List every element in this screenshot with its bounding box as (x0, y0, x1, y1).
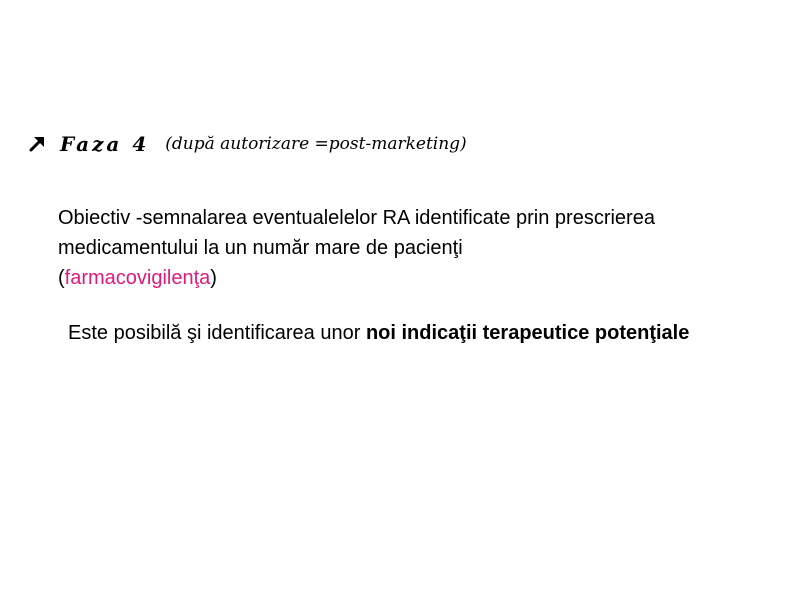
objective-text: Obiectiv -semnalarea eventualelelor RA identificate prin prescrierea medicamentului la un număr mare de pacienţi (58, 207, 655, 259)
phase-heading (28, 132, 467, 156)
close-paren: ) (210, 267, 217, 289)
extra-bold-text: noi indicaţii terapeutice potenţiale (365, 322, 690, 344)
objective-paragraph (58, 203, 778, 293)
open-paren: ( (58, 267, 65, 289)
phase-title: Faza 4 (60, 132, 150, 156)
arrow-up-right-icon (28, 135, 46, 153)
extra-paragraph (68, 318, 768, 348)
pharmacovigilance-term: farmacovigilenţa (64, 267, 211, 289)
phase-note: (după autorizare =post-marketing) (165, 134, 467, 154)
extra-text: Este posibilă şi identificarea unor (68, 322, 366, 344)
